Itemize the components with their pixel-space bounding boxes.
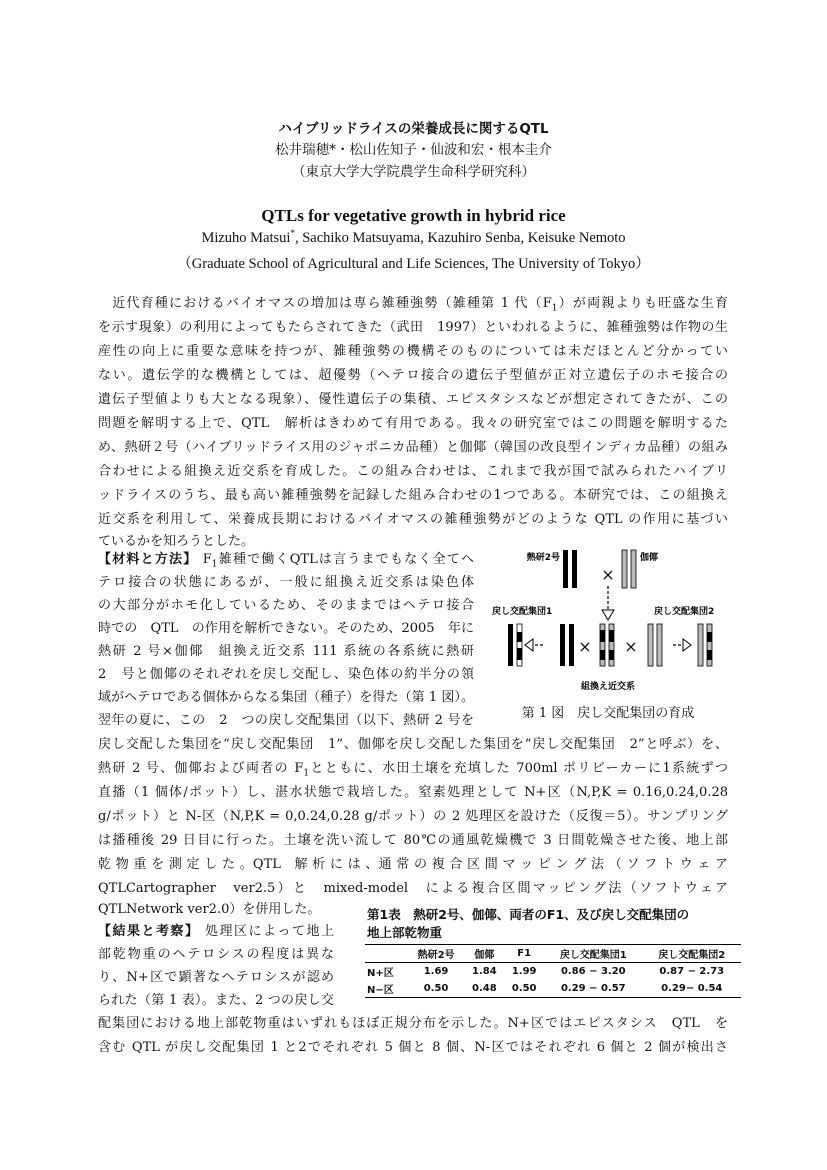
- arrow-head-down: [602, 610, 614, 620]
- chromosome-parent2-b: [631, 550, 636, 588]
- methods-heading: 【材料と方法】: [98, 552, 198, 567]
- figure-1-backcross-diagram: [488, 544, 728, 694]
- chromosome-bc1-a: [508, 624, 513, 666]
- intro-line: 問題を解明する上で、QTL 解析はきわめて有用である。我々の研究室ではこの問題を解明するた: [98, 416, 728, 431]
- intro-line: ッドライスのうち、最も高い雑種強勢を記録した組み合わせの1つである。本研究では、この組換え: [98, 488, 728, 503]
- text-run: 熱研 2 号、伽倻および両者の F: [98, 761, 304, 776]
- results-line: り、N+区で顕著なヘテロシスが認め: [98, 970, 334, 985]
- cross-symbol-bc1: ×: [578, 637, 592, 656]
- table-caption-line: 第1表 熱研2号、伽倻、両者のF1、及び戻し交配集団の: [367, 907, 690, 922]
- label-parent2: 伽倻: [640, 553, 659, 563]
- chromosome-parent2-c: [648, 624, 653, 666]
- results-line: られた（第 1 表）。また、2 つの戻し交: [98, 993, 334, 1008]
- table-cell: 0.29− 0.54: [661, 983, 723, 994]
- segment-ril-a-2: [600, 650, 605, 660]
- methods-line: テロ接合の状態にあるが、一般に組換え近交系は染色体: [98, 575, 474, 590]
- methods-line: は播種後 29 日目に行った。土壌を洗い流して 80℃の通風乾燥機で 3 日間乾燥させた後、地上部: [98, 833, 728, 848]
- table-caption-line: 地上部乾物重: [367, 925, 443, 940]
- cross-symbol-bc2: ×: [624, 637, 638, 656]
- methods-line: [98, 759, 728, 779]
- table-row: [365, 980, 741, 998]
- table-cell: 0.50: [511, 983, 537, 994]
- table-cell: 0.29 − 0.57: [560, 983, 626, 994]
- chromosome-parent1-b: [572, 550, 577, 588]
- table-1: [365, 944, 741, 998]
- table-header: 熱研2号: [417, 950, 455, 961]
- segment-bc1-b-1: [517, 632, 522, 642]
- table-header: F1: [517, 948, 532, 959]
- methods-line: 戻し交配した集団を“戻し交配集団 1”、伽倻を戻し交配した集団を“戻し交配集団 2”と呼ぶ）を、: [98, 737, 728, 752]
- en-affiliation: （Graduate School of Agricultural and Life Sciences, The University of Tokyo）: [177, 256, 650, 272]
- chromosome-parent2-d: [657, 624, 662, 666]
- chromosome-parent2-a: [622, 550, 627, 588]
- subscript: 1: [211, 559, 218, 570]
- intro-line: 近交系を利用して、栄養成長期におけるバイオマスの雑種強勢がどのような QTL の作用に基づい: [98, 512, 728, 527]
- segment-bc1-b-2: [517, 648, 522, 660]
- en-authors: [0, 230, 827, 247]
- table-cell: 0.48: [472, 983, 497, 994]
- segment-ril-b-1: [609, 630, 614, 642]
- segment-bc2-b-2: [707, 650, 712, 660]
- methods-line: 熱研 2 号×伽倻 組換え近交系 111 系統の各系統に熱研: [98, 644, 474, 659]
- table-header-row: [365, 945, 741, 963]
- table-cell: 0.86 − 3.20: [560, 966, 626, 977]
- label-bc1: 戻し交配集団1: [492, 607, 553, 617]
- corresponding-mark: *: [290, 228, 295, 239]
- methods-line: 翌年の夏に、この 2 つの戻し交配集団（以下、熱研 2 号を: [98, 713, 474, 728]
- chromosome-parent1-d: [569, 624, 574, 666]
- subscript: 1: [551, 303, 558, 314]
- text-run: 近代育種におけるバイオマスの増加は専ら雑種強勢（雑種第 1 代（F: [98, 296, 552, 311]
- intro-line: ない。遺伝学的な機構としては、超優勢（ヘテロ接合の遺伝子型値が正対立遺伝子のホモ接合の: [98, 368, 728, 383]
- methods-line: の大部分がホモ化しているため、そのままではヘテロ接合: [98, 598, 474, 613]
- segment-bc2-b-1: [707, 632, 712, 642]
- table-header: 戻し交配集団1: [559, 950, 627, 961]
- intro-line: め、熱研２号（ハイブリッドライス用のジャポニカ品種）と伽倻（韓国の改良型インディカ品種）の組み: [98, 440, 728, 455]
- methods-line: 直播（1 個体/ポット）し、湛水状態で栽培した。窒素処理として N+区（N,P,K = 0.16,0.24,0.28: [98, 785, 728, 800]
- table-cell: 1.69: [423, 966, 449, 977]
- table-cell: N−区: [367, 985, 394, 996]
- intro-line: [98, 294, 728, 314]
- intro-line: 遺伝子型値よりも大となる現象）、優性遺伝子の集積、エピスタシスなどが想定されてきたが、この: [98, 392, 728, 407]
- methods-line: 時での QTL の作用を解析できない。そのため、2005 年に: [98, 621, 474, 636]
- results-line: 部乾物重のヘテロシスの程度は異な: [98, 947, 334, 962]
- results-heading: 【結果と考察】: [98, 924, 200, 939]
- chromosome-bc2-a: [698, 624, 703, 666]
- methods-line: 2 号と伽倻のそれぞれを戻し交配し、染色体の約半分の領: [98, 667, 474, 682]
- segment-ril-b-2: [609, 650, 614, 660]
- table-header: 伽倻: [474, 950, 495, 961]
- text-run: とともに、水田土壌を充填した 700ml ポリビーカーに1系統ずつ: [309, 761, 728, 776]
- segment-ril-a-1: [600, 630, 605, 642]
- results-line: [98, 922, 334, 942]
- table-cell: N+区: [367, 968, 394, 979]
- methods-line: g/ポット）と N-区（N,P,K = 0,0.24,0.28 g/ポット）の 2 処理区を設けた（反復＝5）。サンプリング: [98, 809, 728, 824]
- chromosome-parent1-a: [563, 550, 568, 588]
- text-run: 雑種で働くQTLは言うまでもなく全てヘ: [217, 552, 474, 567]
- text-run: ）が両親よりも旺盛な生育: [557, 296, 728, 311]
- cross-symbol-parents: ×: [601, 565, 615, 584]
- en-authors-first: Mizuho Matsui: [201, 230, 291, 246]
- methods-line: [98, 550, 474, 570]
- table-cell: 1.84: [472, 966, 497, 977]
- methods-line: QTLCartographer ver2.5）と mixed-model による複合区間マッピング法（ソフトウェア: [98, 881, 728, 896]
- chromosome-parent1-c: [560, 624, 565, 666]
- table-cell: 0.50: [423, 983, 449, 994]
- results-line: 含む QTL が戻し交配集団 1 と2でそれぞれ 5 個と 8 個、N-区ではそれぞれ 6 個と 2 個が検出さ: [98, 1040, 728, 1055]
- label-bc2: 戻し交配集団2: [654, 607, 715, 617]
- table-header: 戻し交配集団2: [658, 950, 726, 961]
- jp-affiliation: （東京大学大学院農学生命科学研究科）: [292, 164, 535, 180]
- jp-authors: 松井瑞穂*・松山佐知子・仙波和宏・根本圭介: [275, 142, 552, 158]
- en-title: QTLs for vegetative growth in hybrid rice: [261, 206, 566, 225]
- methods-line: 域がヘテロである個体からなる集団（種子）を得た（第 1 図）。: [98, 690, 474, 705]
- figure-caption: 第 1 図 戻し交配集団の育成: [521, 706, 695, 721]
- text-run: F: [197, 552, 212, 567]
- table-cell: 1.99: [511, 966, 537, 977]
- intro-line: 産性の向上に重要な意味を持つが、雑種強勢の機構そのものについては未だほとんど分かってい: [98, 344, 728, 359]
- subscript: 1: [303, 768, 310, 779]
- table-caption: [367, 906, 737, 942]
- table-row: [365, 963, 741, 981]
- label-parent1: 熱研2号: [526, 553, 560, 563]
- text-run: 処理区によって地上: [199, 924, 334, 939]
- results-line: 配集団における地上部乾物重はいずれもほぼ正規分布を示した。N+区ではエピスタシス QTL を: [98, 1016, 728, 1031]
- table-header: [365, 945, 408, 963]
- arrow-head-right: [683, 639, 691, 651]
- label-ril: 組換え近交系: [580, 682, 636, 692]
- jp-title: ハイブリッドライスの栄養成長に関するQTL: [278, 121, 549, 137]
- methods-line: 乾 物 重 を 測 定 し た 。QTL 解 析 に は 、通 常 の 複 合 区 間 マ ッ ピ ン グ 法 （ ソ フ ト ウ ェ ア: [98, 857, 728, 872]
- en-authors-rest: , Sachiko Matsuyama, Kazuhiro Senba, Keisuke Nemoto: [294, 230, 626, 246]
- intro-line: を示す現象）の利用によってもたらされてきた（武田 1997）といわれるように、雑種強勢は作物の生: [98, 320, 728, 335]
- intro-line: 合わせによる組換え近交系を育成した。この組み合わせは、これまで我が国で試みられたハイブリ: [98, 464, 728, 479]
- table-cell: 0.87 − 2.73: [659, 966, 725, 977]
- intro-line: ているかを知ろうとした。: [98, 534, 255, 549]
- arrow-head-left: [525, 639, 533, 651]
- methods-line: QTLNetwork ver2.0）を併用した。: [98, 902, 321, 917]
